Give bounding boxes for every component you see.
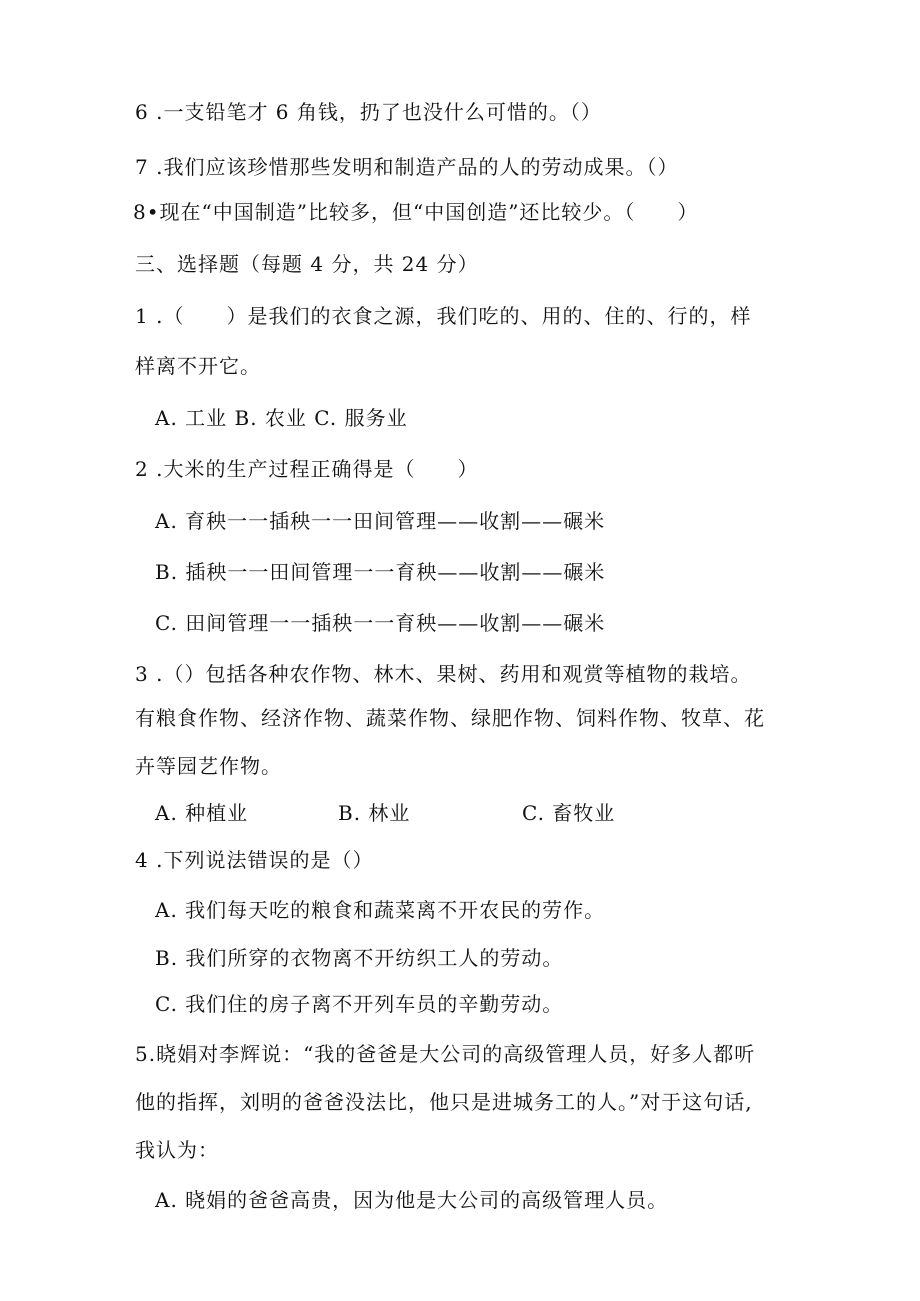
mc-q4-option-c: C. 我们住的房子离不开列车员的辛勤劳动。	[155, 992, 564, 1016]
mc-q3-option-a: A. 种植业	[155, 801, 249, 825]
mc-q1-options: A. 工业 B. 农业 C. 服务业	[155, 406, 408, 430]
mc-q3-stem-line1: 3 .（）包括各种农作物、林木、果树、药用和观赏等植物的栽培。	[135, 662, 752, 686]
mc-q3-option-b: B. 林业	[338, 801, 411, 825]
mc-q1-stem-line1: 1 .（ ）是我们的衣食之源，我们吃的、用的、住的、行的，样	[135, 304, 752, 328]
mc-q5-stem-line3: 我认为：	[135, 1138, 219, 1162]
tf-question-8: 8•现在“中国制造”比较多，但“中国创造”还比较少。（ ）	[133, 200, 699, 224]
section-heading: 三、选择题（每题 4 分，共 24 分）	[135, 252, 479, 276]
mc-q4-stem: 4 .下列说法错误的是（）	[135, 848, 374, 872]
mc-q3-option-c: C. 畜牧业	[522, 801, 616, 825]
mc-q5-option-a: A. 晓娟的爸爸高贵，因为他是大公司的高级管理人员。	[155, 1188, 669, 1212]
mc-q2-option-a: A. 育秧一一插秧一一田间管理——收割——碾米	[155, 509, 606, 533]
mc-q4-option-b: B. 我们所穿的衣物离不开纺织工人的劳动。	[155, 946, 564, 970]
mc-q5-stem-line2: 他的指挥，刘明的爸爸没法比，他只是进城务工的人。”对于这句话,	[135, 1090, 753, 1114]
mc-q2-option-b: B. 插秧一一田间管理一一育秧——收割——碾米	[155, 560, 606, 584]
tf-question-6: 6 .一支铅笔才 6 角钱，扔了也没什么可惜的。（）	[135, 100, 602, 124]
mc-q2-stem: 2 .大米的生产过程正确得是（ ）	[135, 457, 479, 481]
mc-q2-option-c: C. 田间管理一一插秧一一育秧——收割——碾米	[155, 611, 606, 635]
mc-q3-stem-line3: 卉等园艺作物。	[135, 754, 282, 778]
mc-q3-stem-line2: 有粮食作物、经济作物、蔬菜作物、绿肥作物、饲料作物、牧草、花	[135, 706, 765, 730]
mc-q4-option-a: A. 我们每天吃的粮食和蔬菜离不开农民的劳作。	[155, 898, 606, 922]
tf-question-7: 7 .我们应该珍惜那些发明和制造产品的人的劳动成果。（）	[135, 155, 679, 179]
mc-q5-stem-line1: 5.晓娟对李辉说：“我的爸爸是大公司的高级管理人员，好多人都听	[135, 1042, 756, 1066]
mc-q1-stem-line2: 样离不开它。	[135, 354, 261, 378]
